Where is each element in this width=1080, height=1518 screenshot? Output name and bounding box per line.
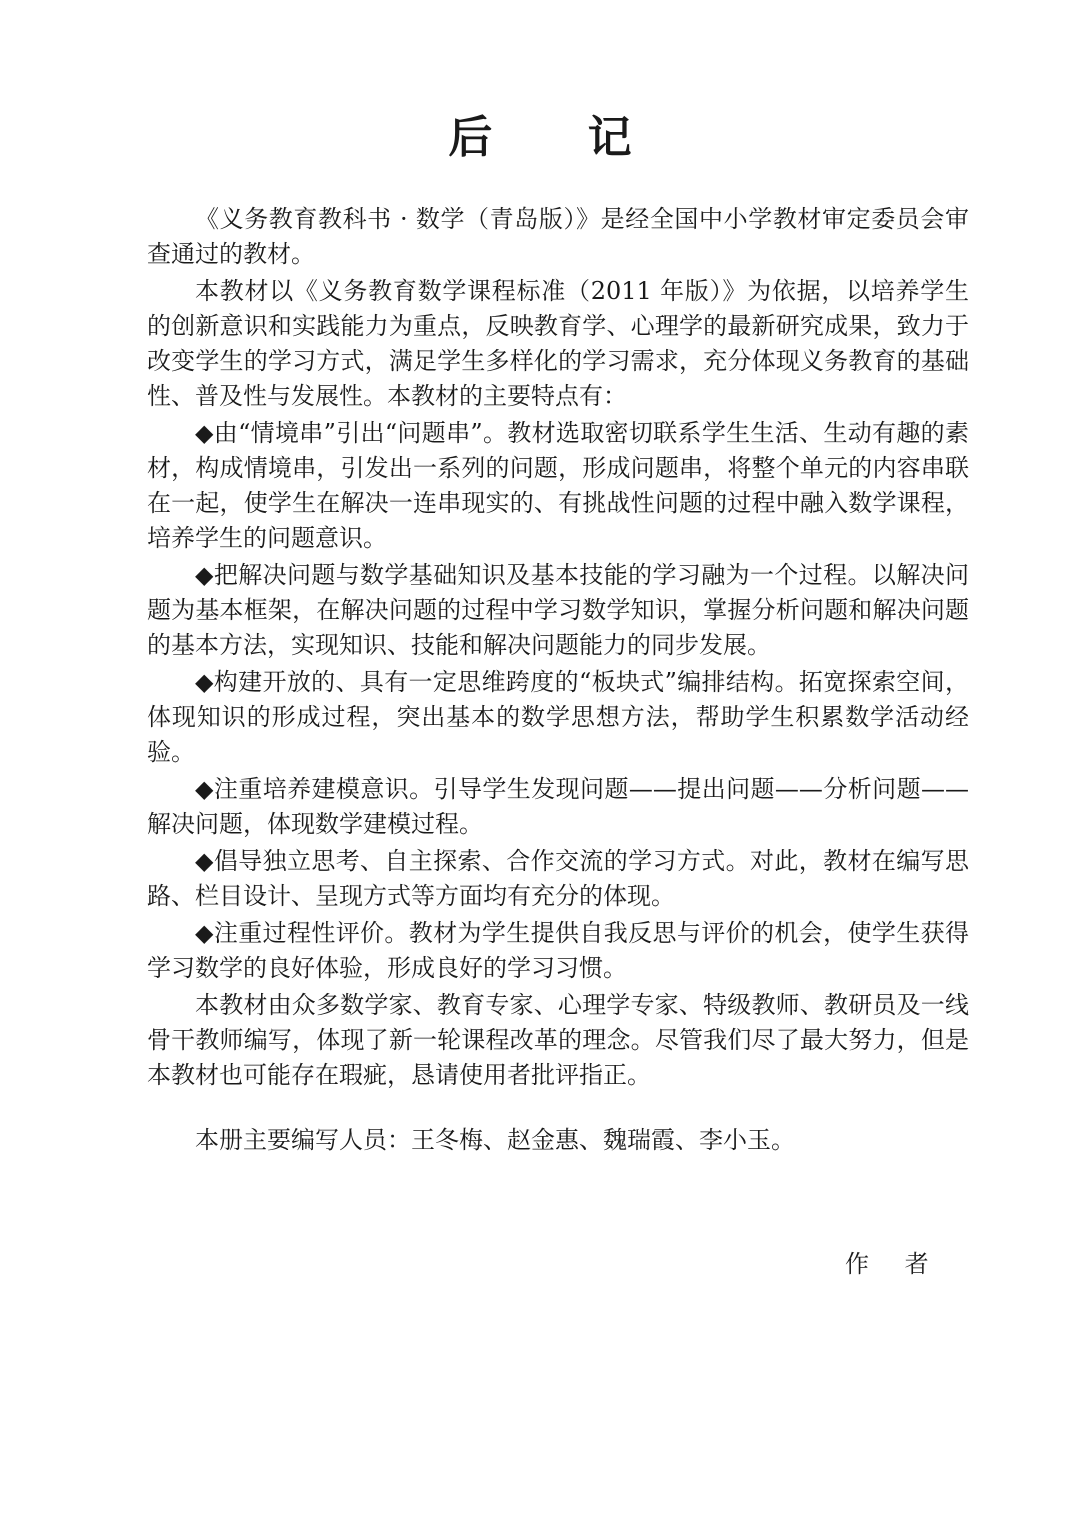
editors-line: 本册主要编写人员：王冬梅、赵金惠、魏瑞霞、李小玉。 xyxy=(195,1126,795,1154)
author-signature: 作 者 xyxy=(845,1250,943,1278)
paragraph-feature-5: ◆倡导独立思考、自主探索、合作交流的学习方式。对此，教材在编写思路、栏目设计、呈现方式等方面均有充分的体现。 xyxy=(147,847,969,910)
paragraph-closing: 本教材由众多数学家、教育专家、心理学专家、特级教师、教研员及一线骨干教师编写，体现了新一轮课程改革的理念。尽管我们尽了最大努力，但是本教材也可能存在瑕疵，恳请使用者批评指正。 xyxy=(147,991,969,1089)
paragraph-feature-6: ◆注重过程性评价。教材为学生提供自我反思与评价的机会，使学生获得学习数学的良好体验，形成良好的学习习惯。 xyxy=(147,919,969,982)
paragraph-intro: 《义务教育教科书 · 数学（青岛版）》是经全国中小学教材审定委员会审查通过的教材。 xyxy=(147,205,969,268)
document-body xyxy=(147,202,969,1160)
paragraph-feature-2: ◆把解决问题与数学基础知识及基本技能的学习融为一个过程。以解决问题为基本框架，在解决问题的过程中学习数学知识，掌握分析问题和解决问题的基本方法，实现知识、技能和解决问题能力的同步发展。 xyxy=(147,561,969,659)
paragraph-basis: 本教材以《义务教育数学课程标准（2011 年版）》为依据，以培养学生的创新意识和实践能力为重点，反映教育学、心理学的最新研究成果，致力于改变学生的学习方式，满足学生多样化的学习需求，充分体现义务教育的基础性、普及性与发展性。本教材的主要特点有： xyxy=(147,277,969,410)
page-title: 后 记 xyxy=(448,112,672,163)
paragraph-feature-1: ◆由“情境串”引出“问题串”。教材选取密切联系学生生活、生动有趣的素材，构成情境串，引发出一系列的问题，形成问题串，将整个单元的内容串联在一起，使学生在解决一连串现实的、有挑战性问题的过程中融入数学课程，培养学生的问题意识。 xyxy=(147,419,969,552)
paragraph-feature-3: ◆构建开放的、具有一定思维跨度的“板块式”编排结构。拓宽探索空间，体现知识的形成过程，突出基本的数学思想方法，帮助学生积累数学活动经验。 xyxy=(147,668,969,766)
paragraph-feature-4: ◆注重培养建模意识。引导学生发现问题——提出问题——分析问题——解决问题，体现数学建模过程。 xyxy=(147,775,969,838)
